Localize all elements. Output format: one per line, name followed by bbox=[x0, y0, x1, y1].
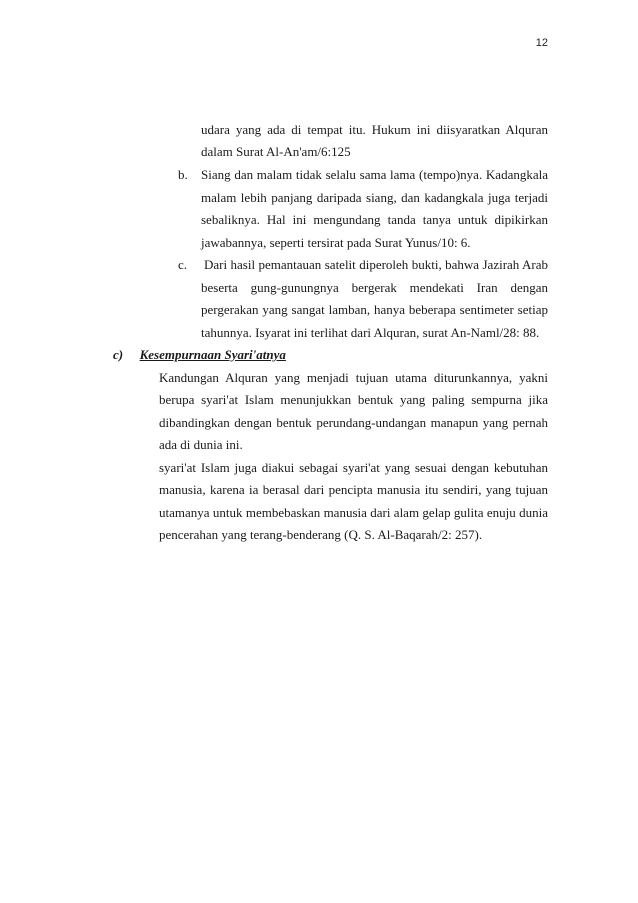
paragraph-1-line-3: dibandingkan dengan bentuk perundang-undangan manapun yang pernah bbox=[159, 415, 548, 430]
item-b-line-4: jawabannya, seperti tersirat pada Surat Yunus/10: 6. bbox=[201, 235, 471, 250]
section-title: Kesempurnaan Syari'atnya bbox=[139, 347, 286, 362]
item-c-line-4: tahunnya. Isyarat ini terlihat dari Alquran, surat An-Naml/28: 88. bbox=[201, 325, 540, 340]
paragraph-2-line-4: pencerahan yang terang-benderang (Q. S. Al-Baqarah/2: 257). bbox=[159, 527, 483, 542]
list-marker-c: c. bbox=[178, 257, 188, 272]
paragraph-1-line-4: ada di dunia ini. bbox=[159, 437, 243, 452]
item-c-line-2: beserta gung-gunungnya bergerak mendekati Iran dengan bbox=[201, 280, 548, 295]
list-marker-b: b. bbox=[178, 167, 188, 182]
paragraph-1-line-2: berupa syari'at Islam menunjukkan bentuk yang paling sempurna jika bbox=[159, 392, 548, 407]
item-c-line-3: pergerakan yang sangat lamban, hanya beberapa sentimeter setiap bbox=[201, 302, 548, 317]
item-c-line-1: Dari hasil pemantauan satelit diperoleh bukti, bahwa Jazirah Arab bbox=[204, 257, 548, 272]
paragraph-1-line-1: Kandungan Alquran yang menjadi tujuan utama diturunkannya, yakni bbox=[159, 370, 548, 385]
item-b-line-1: Siang dan malam tidak selalu sama lama (tempo)nya. Kadangkala bbox=[201, 167, 548, 182]
section-heading bbox=[113, 347, 286, 363]
list-continuation-line-2: dalam Surat Al-An'am/6:125 bbox=[201, 144, 351, 159]
page-number: 12 bbox=[535, 37, 548, 49]
item-b-line-2: malam lebih panjang daripada siang, dan kadangkala juga terjadi bbox=[201, 190, 548, 205]
paragraph-2-line-2: manusia, karena ia berasal dari pencipta manusia itu sendiri, yang tujuan bbox=[159, 482, 548, 497]
paragraph-2-line-1: syari'at Islam juga diakui sebagai syari'at yang sesuai dengan kebutuhan bbox=[159, 460, 548, 475]
section-marker: c) bbox=[113, 347, 124, 362]
item-b-line-3: sebaliknya. Hal ini mengundang tanda tanya untuk dipikirkan bbox=[201, 212, 548, 227]
paragraph-2-line-3: utamanya untuk membebaskan manusia dari alam gelap gulita enuju dunia bbox=[159, 505, 548, 520]
list-continuation-line-1: udara yang ada di tempat itu. Hukum ini diisyaratkan Alquran bbox=[201, 122, 548, 137]
